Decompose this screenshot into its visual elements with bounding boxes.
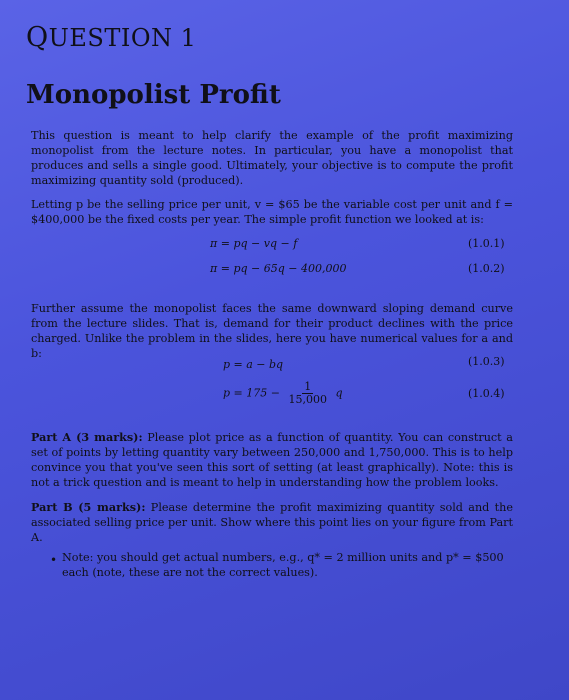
- part-a-text: Please plot price as a function of quantity. You can construct a set of points by letting quantity vary between 250,000 and 1,750,000. This is to help convince you that you've seen this sort of setting (at least graphically). Note: this is not a trick question and is meant to help in understanding how the problem looks.: [31, 431, 513, 489]
- part-a-label: Part A (3 marks):: [31, 430, 143, 444]
- equation-4-fraction: [286, 381, 329, 406]
- bullet-icon: •: [50, 553, 58, 567]
- question-title: [26, 22, 196, 53]
- equation-2-number: (1.0.2): [468, 262, 505, 275]
- equation-4-left: p = 175 −: [223, 386, 280, 400]
- equation-3-number: (1.0.3): [468, 355, 505, 368]
- equation-2: π = pq − 65q − 400,000: [210, 262, 347, 275]
- part-a-paragraph: [31, 430, 513, 490]
- equation-4-numerator: 1: [304, 380, 312, 393]
- equation-3: p = a − bq: [223, 358, 284, 371]
- definitions-paragraph: Letting p be the selling price per unit, v = $65 be the variable cost per unit and f = $400,000 be the fixed costs per year. The simple profit function we looked at is:: [31, 198, 513, 226]
- intro-paragraph: This question is meant to help clarify the example of the profit maximizing monopolist from the lecture notes. In particular, you have a monopolist that produces and sells a single good. Ultimately, your objective is to compute the profit maximizing quantity sold (produced).: [31, 129, 513, 187]
- demand-paragraph: Further assume the monopolist faces the same downward sloping demand curve from the lecture slides. That is, demand for their product declines with the price charged. Unlike the problem in the slides, here you have numerical values for a and b:: [31, 302, 513, 360]
- equation-4: [223, 381, 343, 406]
- question-title-initial: Q: [26, 22, 49, 53]
- equation-1: π = pq − vq − f: [210, 237, 298, 250]
- note-text: Note: you should get actual numbers, e.g., q* = 2 million units and p* = $500 each (note, these are not the correct values).: [62, 551, 504, 579]
- equation-4-right: q: [335, 386, 343, 400]
- part-b-paragraph: [31, 500, 513, 545]
- section-title: Monopolist Profit: [26, 80, 281, 110]
- equation-4-denominator: 15,000: [288, 393, 327, 406]
- part-b-label: Part B (5 marks):: [31, 500, 146, 514]
- part-b-text: Please determine the profit maximizing quantity sold and the associated selling price per unit. Show where this point lies on your figure from Part A.: [31, 501, 513, 544]
- equation-1-number: (1.0.1): [468, 237, 505, 250]
- equation-4-number: (1.0.4): [468, 387, 505, 400]
- question-title-rest: UESTION 1: [48, 24, 197, 52]
